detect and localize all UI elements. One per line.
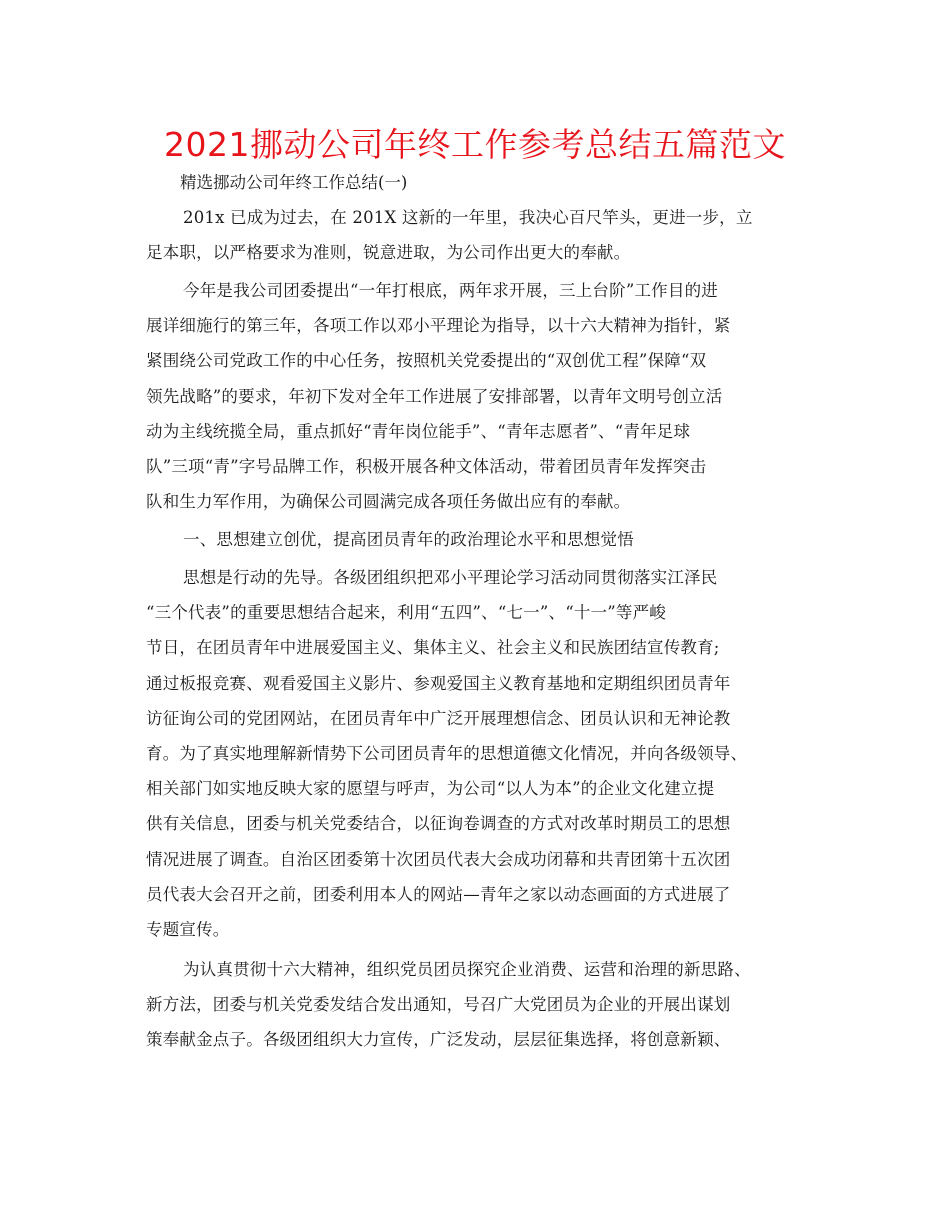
text-line: 通过板报竞赛、观看爱国主义影片、参观爱国主义教育基地和定期组织团员青年 — [146, 673, 731, 693]
paragraph-5 — [146, 952, 836, 1058]
text-line: 相关部门如实地反映大家的愿望与呼声，为公司“以人为本”的企业文化建立提 — [146, 779, 715, 799]
text-line: 展详细施行的第三年，各项工作以邓小平理论为指导，以十六大精神为指针，紧 — [146, 316, 731, 336]
text-line: 紧围绕公司党政工作的中心任务，按照机关党委提出的“双创优工程”保障“双 — [146, 351, 707, 371]
paragraph-4 — [146, 560, 836, 947]
text-line: 为认真贯彻十六大精神，组织党员团员探究企业消费、运营和治理的新思路、 — [183, 960, 751, 979]
document-subtitle: 精选挪动公司年终工作总结(一) — [180, 173, 408, 192]
text-line: 专题宣传。 — [146, 919, 230, 939]
paragraph-1 — [146, 200, 836, 270]
text-line: 队和生力军作用，为确保公司圆满完成各项任务做出应有的奉献。 — [146, 492, 631, 512]
text-line: 一、思想建立创优，提高团员青年的政治理论水平和思想觉悟 — [183, 530, 634, 549]
text-line: 访征询公司的党团网站，在团员青年中广泛开展理想信念、团员认识和无神论教 — [146, 708, 731, 728]
text-line: 领先战略”的要求，年初下发对全年工作进展了安排部署，以青年文明号创立活 — [146, 386, 723, 406]
text-line: 思想是行动的先导。各级团组织把邓小平理论学习活动同贯彻落实江泽民 — [183, 568, 718, 587]
document-title: 2021挪动公司年终工作参考总结五篇范文 — [164, 125, 786, 164]
text-line: 新方法，团委与机关党委发结合发出通知，号召广大党团员为企业的开展出谋划 — [146, 995, 731, 1015]
text-line: “三个代表”的重要思想结合起来，利用“五四”、“七一”、“十一”等严峻 — [146, 603, 666, 623]
text-line: 201x 已成为过去，在 201X 这新的一年里，我决心百尺竿头，更进一步，立 — [183, 208, 753, 227]
text-line: 供有关信息，团委与机关党委结合，以征询卷调查的方式对改革时期员工的思想 — [146, 814, 731, 834]
text-line: 今年是我公司团委提出“一年打根底，两年求开展，三上台阶”工作目的进 — [183, 281, 718, 300]
text-line: 足本职，以严格要求为准则，锐意进取，为公司作出更大的奉献。 — [146, 243, 631, 263]
text-line: 育。为了真实地理解新情势下公司团员青年的思想道德文化情况，并向各级领导、 — [146, 743, 748, 763]
text-line: 队”三项“青”字号品牌工作，积极开展各种文体活动，带着团员青年发挥突击 — [146, 456, 707, 476]
text-line: 节日，在团员青年中进展爱国主义、集体主义、社会主义和民族团结宣传教育; — [146, 638, 720, 658]
text-line: 情况进展了调查。自治区团委第十次团员代表大会成功闭幕和共青团第十五次团 — [146, 849, 731, 869]
text-line: 动为主线统揽全局，重点抓好“青年岗位能手”、“青年志愿者”、“青年足球 — [146, 421, 691, 441]
paragraph-2 — [146, 273, 836, 519]
text-line: 策奉献金点子。各级团组织大力宣传，广泛发动，层层征集选择，将创意新颖、 — [146, 1030, 731, 1050]
text-line: 员代表大会召开之前，团委利用本人的网站—青年之家以动态画面的方式进展了 — [146, 884, 731, 904]
section-heading — [146, 522, 836, 557]
